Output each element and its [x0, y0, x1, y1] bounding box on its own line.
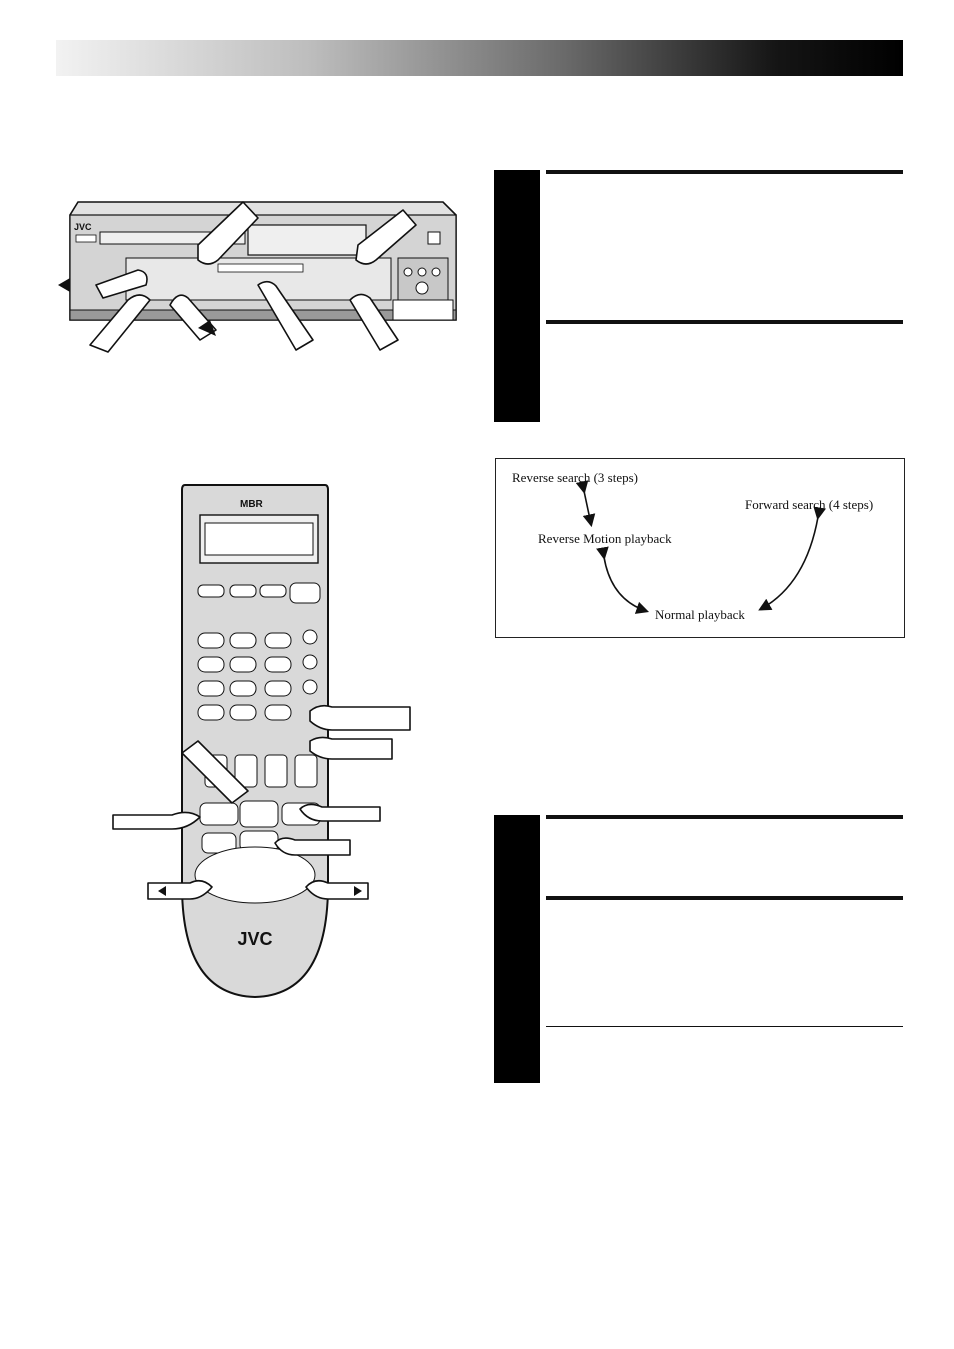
header-gradient-bar — [56, 40, 903, 76]
vcr-brand-logo: JVC — [74, 222, 92, 232]
step-block-2 — [494, 815, 540, 1083]
vcr-illustration — [58, 190, 458, 350]
section-rule-2a — [546, 815, 903, 819]
step-block-1 — [494, 170, 540, 422]
section-rule-2c — [546, 1026, 903, 1027]
label-normal-playback: Normal playback — [655, 607, 745, 622]
label-forward-search: Forward search (4 steps) — [745, 497, 874, 512]
label-reverse-search: Reverse search (3 steps) — [512, 470, 638, 485]
remote-illustration — [110, 485, 410, 1005]
diagram-arrows — [496, 459, 904, 637]
speed-diagram — [495, 458, 905, 638]
section-rule-1a — [546, 170, 903, 174]
remote-brand-logo: JVC — [237, 929, 273, 949]
section-rule-2b — [546, 896, 903, 900]
remote-top-logo: MBR — [240, 499, 263, 510]
section-rule-1b — [546, 320, 903, 324]
label-reverse-motion: Reverse Motion playback — [538, 531, 672, 546]
